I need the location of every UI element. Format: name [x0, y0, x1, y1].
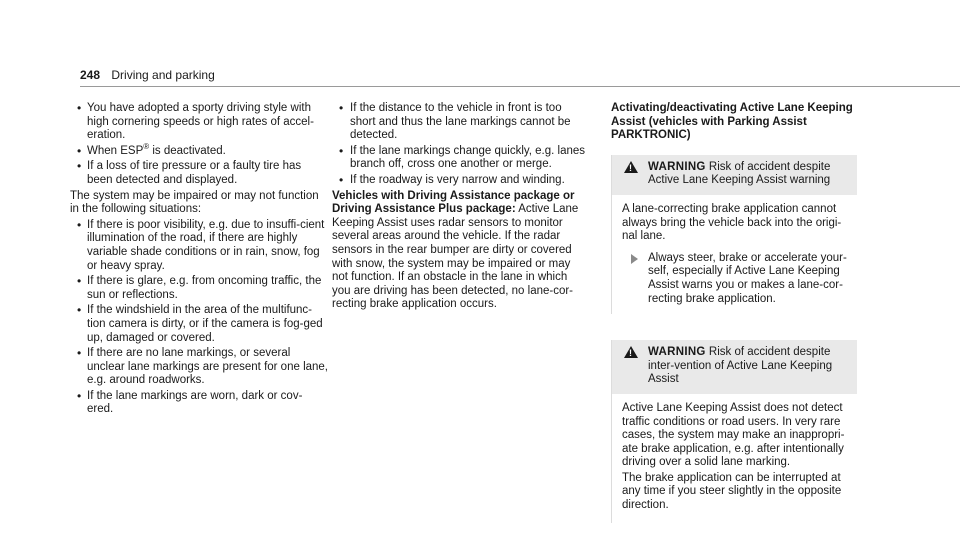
column-right [597, 102, 857, 523]
page-number: 248 [80, 68, 101, 82]
column-left [70, 102, 328, 419]
list-item: • If the lane markings change quickly, e.g. lanes branch off, cross one another or merge. [332, 145, 586, 172]
warning-triangle-icon [624, 346, 638, 358]
package-text: Active Lane Keeping Assist uses radar sensors to monitor several areas around the vehicle. If the radar sensors in the rear bumper are dirty or covered with snow, the system may be impaired or may not function. If an obstacle in the lane in which you are driving has been detected, no lane-cor-recting brake application occurs. [332, 203, 579, 311]
impairment-list [70, 219, 328, 417]
section-title: Driving and parking [111, 68, 215, 82]
package-paragraph [332, 190, 586, 312]
list-item: • If there are no lane markings, or several unclear lane markings are present for one lane, e.g. around roadworks. [70, 347, 328, 388]
warning-text: Active Lane Keeping Assist does not detect traffic conditions or road users. In very rare cases, the system may make an inappropri-ate brake application, e.g. after intentionally driving over a solid lane marking. [622, 401, 845, 469]
warning-label: WARNING [648, 346, 706, 359]
warning-body [612, 394, 857, 523]
list-item: • If the distance to the vehicle in front is too short and thus the lane markings cannot be detected. [332, 102, 586, 143]
list-item: • If the windshield in the area of the multifunc-tion camera is dirty, or if the camera is fog-ged up, damaged or covered. [70, 304, 328, 345]
list-item: • If there is poor visibility, e.g. due to insuffi-cient illumination of the road, if there are highly variable shade conditions or in rain, snow, fog or heavy spray. [70, 219, 328, 273]
impairment-intro: The system may be impaired or may not function in the following situations: [70, 189, 319, 216]
list-item [70, 141, 328, 159]
list-item: • If the lane markings are worn, dark or cov-ered. [70, 390, 328, 417]
warning-box [611, 155, 857, 314]
conditions-list [70, 102, 328, 188]
warning-triangle-icon [624, 161, 638, 173]
warning-box [611, 340, 857, 523]
esp-text: When ESP [87, 144, 144, 157]
impairment-list-continued [332, 102, 586, 188]
warning-body [612, 195, 857, 314]
arrow-right-icon [631, 254, 638, 264]
warning-label: WARNING [648, 160, 706, 173]
warning-title-text: Risk of accident despite inter-vention of Active Lane Keeping Assist [648, 346, 833, 386]
warning-text: The brake application can be interrupted at any time if you steer slightly in the opposite direction. [622, 471, 842, 512]
action-text: Always steer, brake or accelerate your-self, especially if Active Lane Keeping Assist warns you or makes a lane-cor-recting brake application. [648, 251, 847, 305]
esp-suffix: is deactivated. [149, 144, 226, 157]
section-heading: Activating/deactivating Active Lane Keeping Assist (vehicles with Parking Assist PARKTRONIC) [611, 102, 853, 142]
list-item: • If there is glare, e.g. from oncoming traffic, the sun or reflections. [70, 275, 328, 302]
warning-title-text: Risk of accident despite Active Lane Keeping Assist warning [648, 160, 831, 187]
warning-title [612, 340, 857, 394]
warning-text: A lane-correcting brake application cannot always bring the vehicle back into the origi-nal lane. [622, 202, 842, 243]
action-item [622, 252, 847, 306]
list-item: • If the roadway is very narrow and winding. [332, 174, 586, 188]
header-rule [80, 86, 960, 87]
package-heading: Vehicles with Driving Assistance package or Driving Assistance Plus package: [332, 189, 575, 216]
page-header [80, 68, 215, 82]
registered-mark: ® [143, 141, 150, 151]
list-item: • You have adopted a sporty driving style with high cornering speeds or high rates of accel-eration. [70, 102, 328, 143]
column-middle [332, 102, 586, 314]
list-item: • If a loss of tire pressure or a faulty tire has been detected and displayed. [70, 160, 328, 187]
warning-title [612, 155, 857, 195]
